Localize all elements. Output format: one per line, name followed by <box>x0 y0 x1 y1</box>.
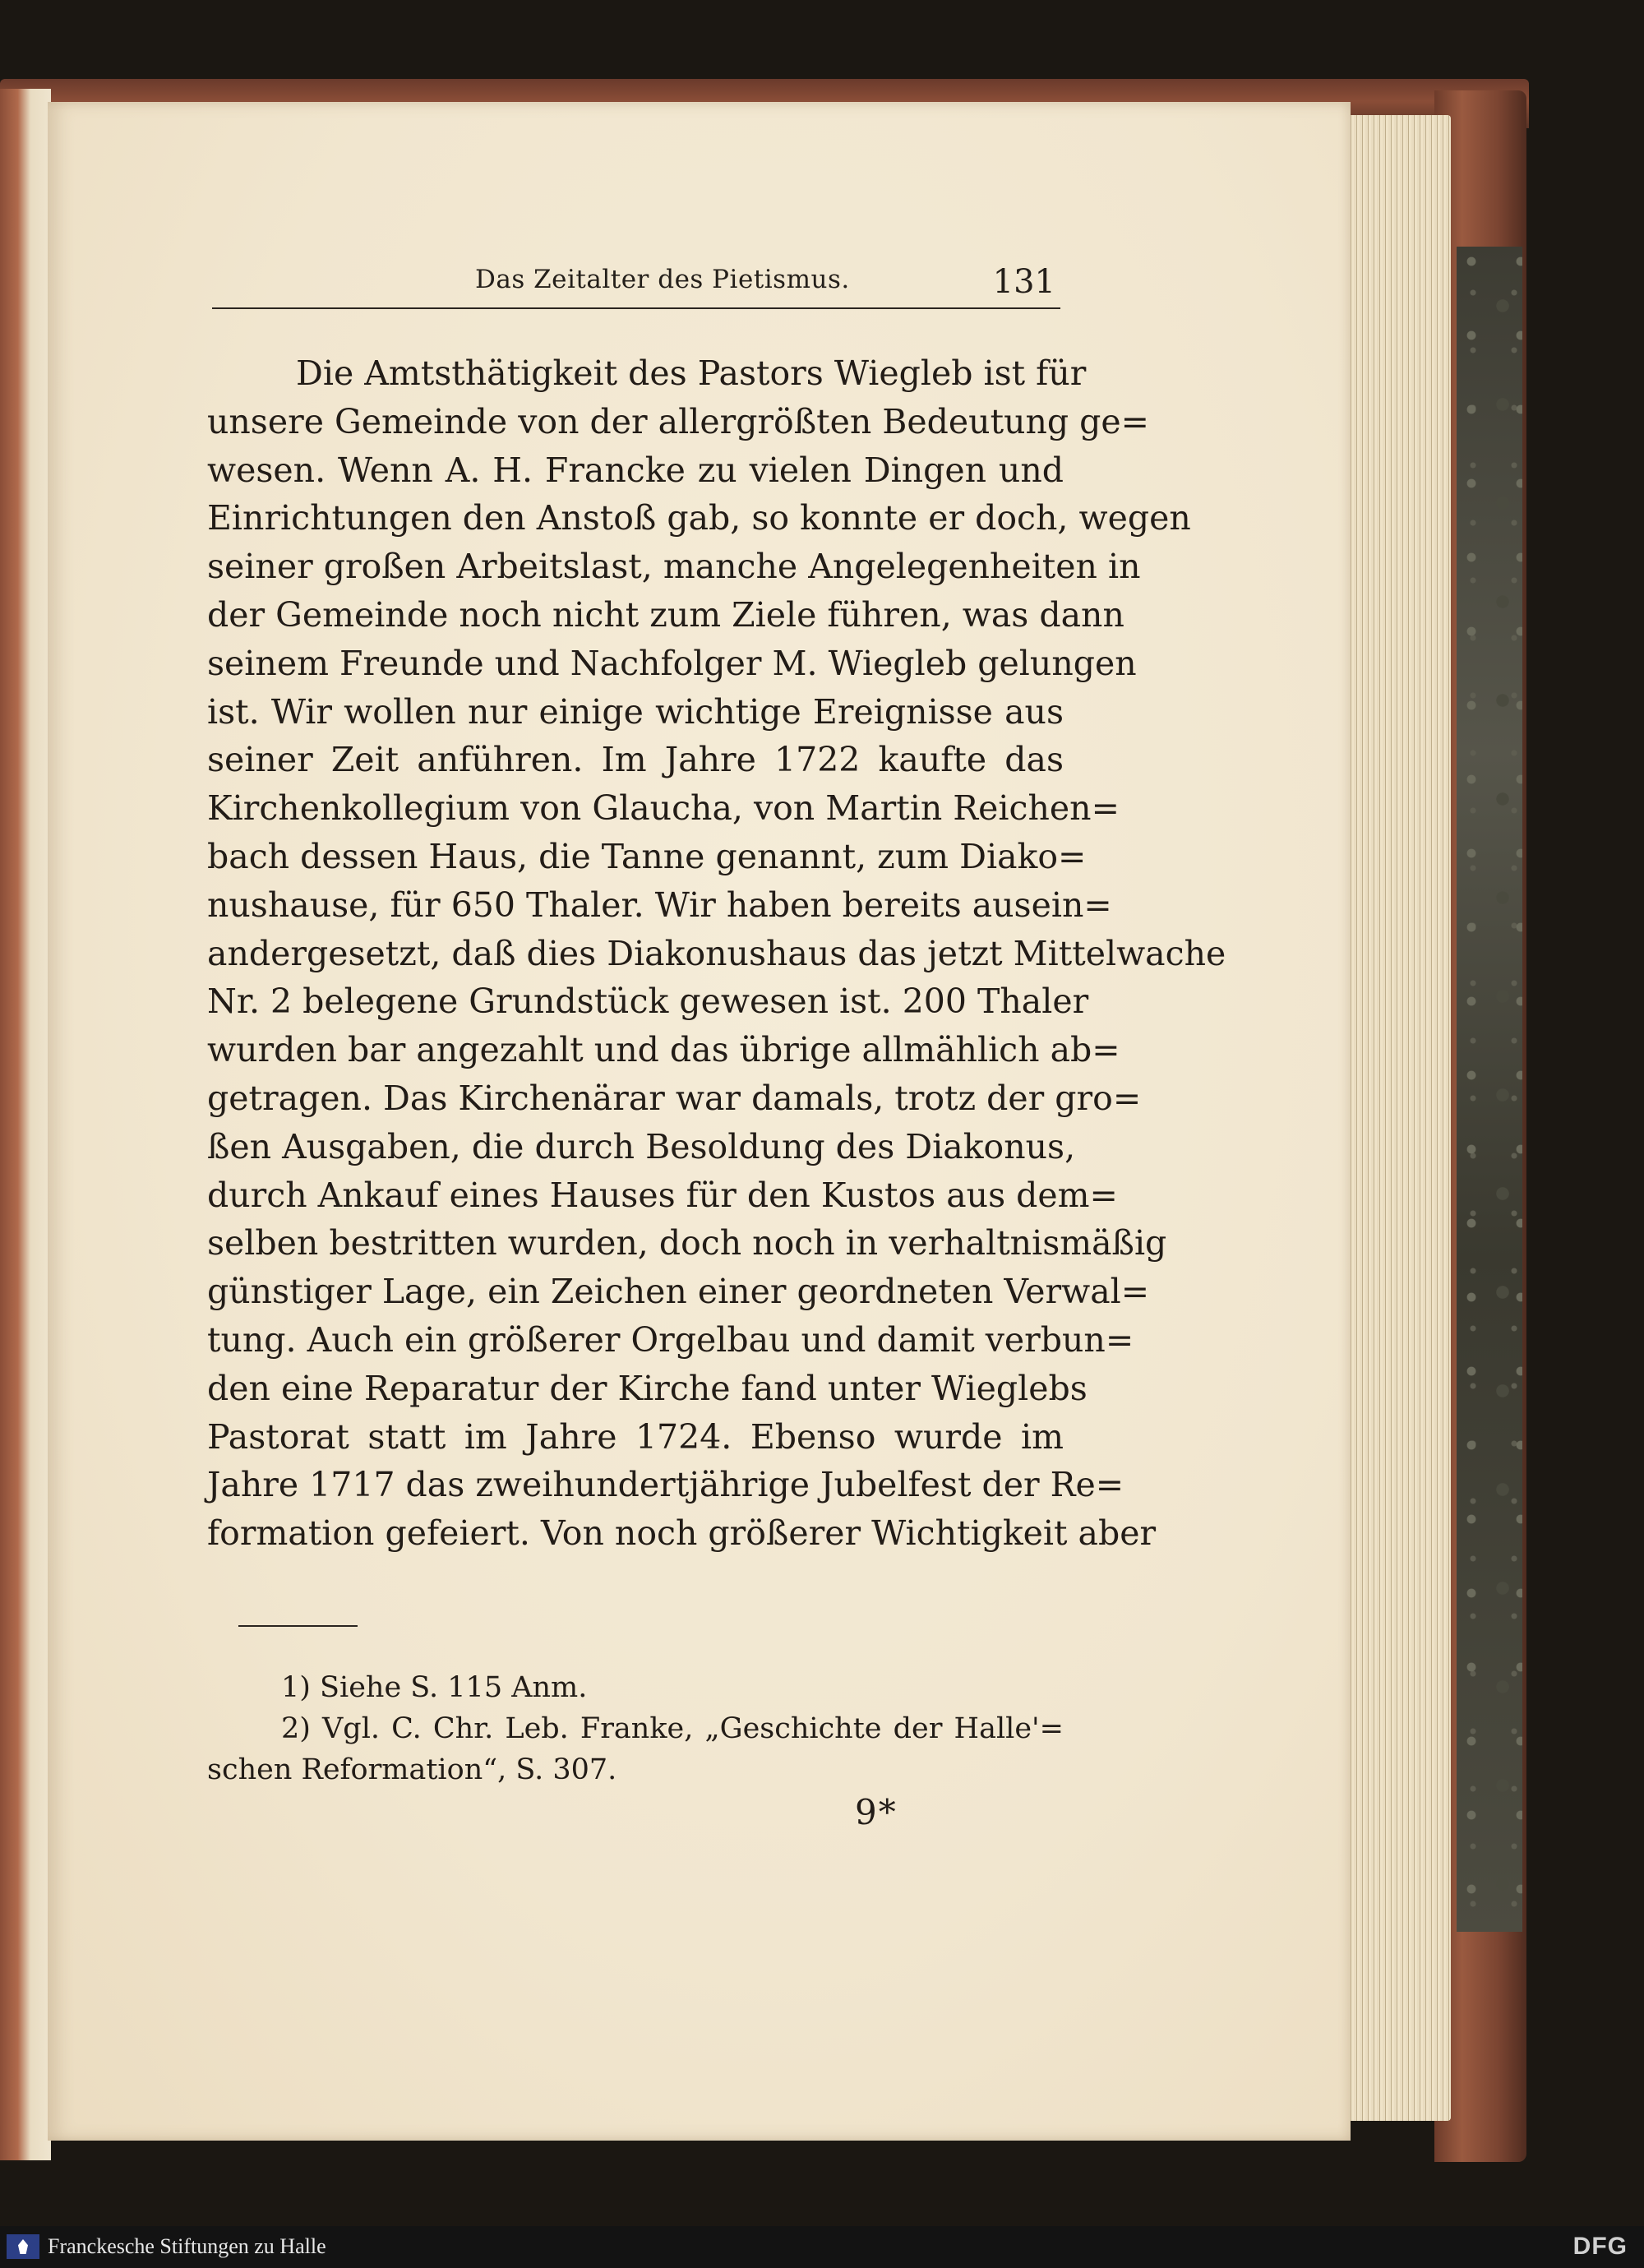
text-line: wurden bar angezahlt und das übrige allmählich ab= <box>207 1030 1120 1070</box>
page-header <box>212 261 1060 309</box>
footnote-divider <box>238 1625 358 1627</box>
institution-name: Franckesche Stiftungen zu Halle <box>48 2234 326 2258</box>
footnote-1: 1) Siehe S. 115 Anm. <box>281 1671 588 1704</box>
text-line: seinem Freunde und Nachfolger M. Wiegleb gelungen <box>207 643 1137 683</box>
institution-logo-icon <box>7 2234 39 2259</box>
text-line: getragen. Das Kirchenärar war damals, trotz der gro= <box>207 1078 1142 1118</box>
text-line: seiner Zeit anführen. Im Jahre 1722 kaufte das <box>207 740 1064 780</box>
footnotes <box>207 1667 1064 1790</box>
body-text <box>207 349 1226 1558</box>
text-line: ßen Ausgaben, die durch Besoldung des Diakonus, <box>207 1126 1076 1166</box>
text-line: Die Amtsthätigkeit des Pastors Wiegleb ist für <box>296 353 1087 393</box>
marbled-paper-cover <box>1457 247 1522 1932</box>
text-line: bach dessen Haus, die Tanne genannt, zum Diako= <box>207 836 1087 876</box>
text-line: Jahre 1717 das zweihundertjährige Jubelfest der Re= <box>207 1465 1124 1505</box>
footer-bar <box>0 2226 1644 2268</box>
text-line: durch Ankauf eines Hauses für den Kustos aus dem= <box>207 1175 1118 1215</box>
text-line: selben bestritten wurden, doch noch in verhaltnismäßig <box>207 1223 1167 1263</box>
text-line: günstiger Lage, ein Zeichen einer geordneten Verwal= <box>207 1272 1150 1312</box>
text-line: seiner großen Arbeitslast, manche Angelegenheiten in <box>207 547 1141 587</box>
text-line: Kirchenkollegium von Glaucha, von Martin Reichen= <box>207 788 1120 829</box>
text-line: nushause, für 650 Thaler. Wir haben bereits ausein= <box>207 885 1112 925</box>
text-line: Nr. 2 belegene Grundstück gewesen ist. 200 Thaler <box>207 982 1089 1022</box>
text-line: tung. Auch ein größerer Orgelbau und damit verbun= <box>207 1319 1134 1360</box>
text-line: Einrichtungen den Anstoß gab, so konnte er doch, wegen <box>207 498 1191 538</box>
footnote-2-continued: schen Reformation“, S. 307. <box>207 1753 617 1786</box>
text-line: der Gemeinde noch nicht zum Ziele führen, was dann <box>207 594 1124 635</box>
footnote-2: 2) Vgl. C. Chr. Leb. Franke, „Geschichte der Halle'= <box>281 1712 1064 1745</box>
text-line: unsere Gemeinde von der allergrößten Bedeutung ge= <box>207 401 1150 441</box>
text-line: andergesetzt, daß dies Diakonushaus das jetzt Mittelwache <box>207 933 1226 973</box>
facing-page-edge <box>0 89 51 2160</box>
text-line: formation gefeiert. Von noch größerer Wichtigkeit aber <box>207 1513 1157 1554</box>
text-line: wesen. Wenn A. H. Francke zu vielen Dingen und <box>207 450 1064 490</box>
text-line: den eine Reparatur der Kirche fand unter Wieglebs <box>207 1368 1088 1408</box>
running-title: Das Zeitalter des Pietismus. <box>475 265 850 294</box>
dfg-logo: DFG <box>1572 2233 1628 2260</box>
page-block-edges <box>1348 115 1451 2121</box>
signature-mark: 9* <box>855 1792 898 1832</box>
page-number: 131 <box>992 263 1055 301</box>
text-line: ist. Wir wollen nur einige wichtige Ereignisse aus <box>207 691 1064 732</box>
text-line: Pastorat statt im Jahre 1724. Ebenso wurde im <box>207 1416 1064 1457</box>
